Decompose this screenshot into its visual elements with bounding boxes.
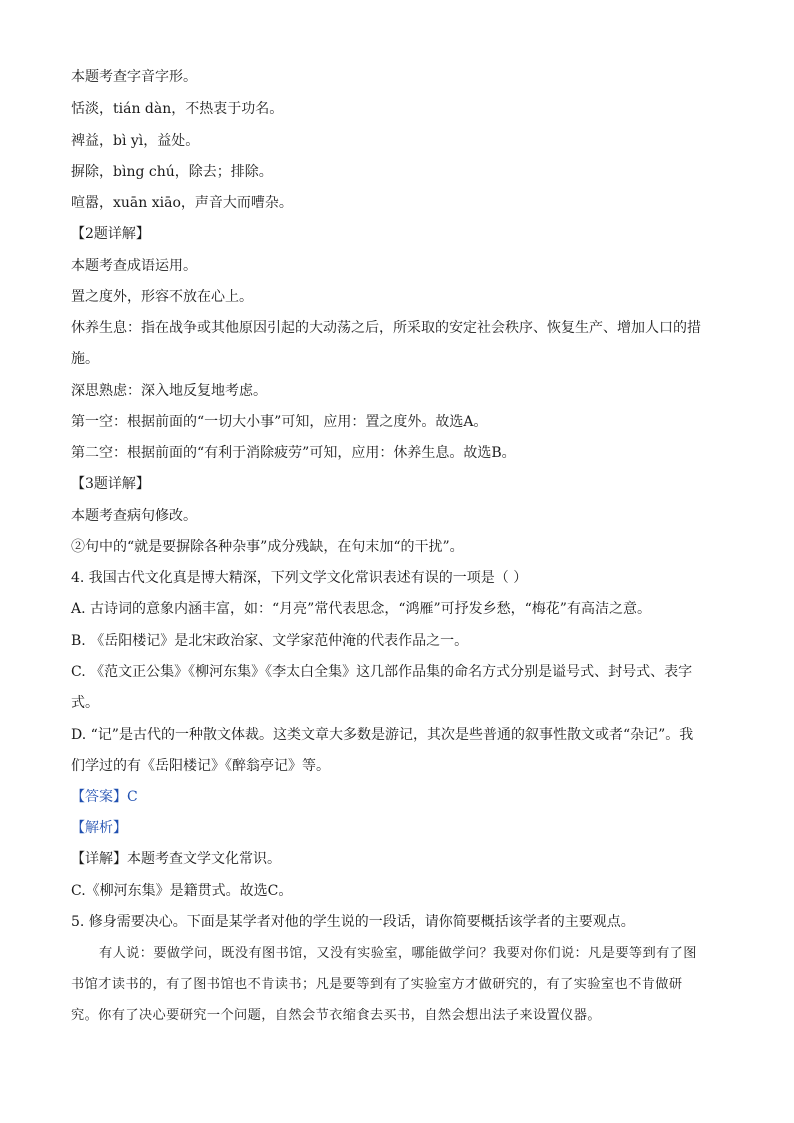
text-line: 摒除，bìng chú，除去；排除。 [71, 164, 273, 180]
question-stem: 4. 我国古代文化真是博大精深，下列文学文化常识表述有误的一项是（ ） [71, 570, 528, 586]
quote-line: 究。你有了决心要研究一个问题，自然会节衣缩食去买书，自然会想出法子来设置仪器。 [71, 1008, 601, 1023]
answer-label: 【答案】C [71, 789, 138, 805]
section-heading: 【2题详解】 [71, 226, 150, 242]
text-line: C.《柳河东集》是籍贯式。故选C。 [71, 883, 293, 899]
text-line: 休养生息：指在战争或其他原因引起的大动荡之后，所采取的安定社会秩序、恢复生产、增加人口的措 [71, 320, 701, 336]
text-line: 喧嚣，xuān xiāo，声音大而嘈杂。 [71, 195, 293, 211]
text-line: ②句中的“就是要摒除各种杂事”成分残缺，在句末加“的干扰”。 [71, 539, 464, 555]
option-c: C. 《范文正公集》《柳河东集》《李太白全集》这几部作品集的命名方式分别是谥号式、封号式、表字 [71, 664, 693, 680]
text-line: 第二空：根据前面的“有利于消除疲劳”可知，应用：休养生息。故选B。 [71, 445, 516, 461]
text-line: 置之度外，形容不放在心上。 [71, 289, 253, 305]
text-line: 本题考查字音字形。 [71, 69, 197, 85]
text-line: 深思熟虑：深入地反复地考虑。 [71, 383, 267, 399]
text-line: 恬淡，tián dàn，不热衷于功名。 [71, 101, 284, 117]
text-line: 施。 [71, 351, 99, 367]
quote-line: 有人说：要做学问，既没有图书馆，又没有实验室，哪能做学问？我要对你们说：凡是要等到有了图 [99, 946, 697, 961]
text-line: 第一空：根据前面的“一切大小事”可知，应用：置之度外。故选A。 [71, 414, 488, 430]
option-a: A. 古诗词的意象内涵丰富，如：“月亮”常代表思念，“鸿雁”可抒发乡愁，“梅花”有高洁之意。 [71, 601, 651, 617]
analysis-label: 【解析】 [71, 820, 127, 836]
option-b: B. 《岳阳楼记》是北宋政治家、文学家范仲淹的代表作品之一。 [71, 633, 469, 649]
text-line: 【详解】本题考查文学文化常识。 [71, 851, 281, 867]
section-heading: 【3题详解】 [71, 476, 150, 492]
text-line: 裨益，bì yì，益处。 [71, 133, 200, 149]
question-stem: 5. 修身需要决心。下面是某学者对他的学生说的一段话，请你简要概括该学者的主要观点。 [71, 914, 635, 930]
option-d-cont: 们学过的有《岳阳楼记》《醉翁亭记》等。 [71, 758, 330, 774]
option-d: D. “记”是古代的一种散文体裁。这类文章大多数是游记，其次是些普通的叙事性散文或者“杂记”。我 [71, 727, 694, 743]
text-line: 本题考查病句修改。 [71, 508, 197, 524]
option-c-cont: 式。 [71, 695, 99, 711]
text-line: 本题考查成语运用。 [71, 258, 197, 274]
quote-line: 书馆才读书的，有了图书馆也不肯读书；凡是要等到有了实验室方才做研究的，有了实验室也不肯做研 [71, 977, 683, 992]
